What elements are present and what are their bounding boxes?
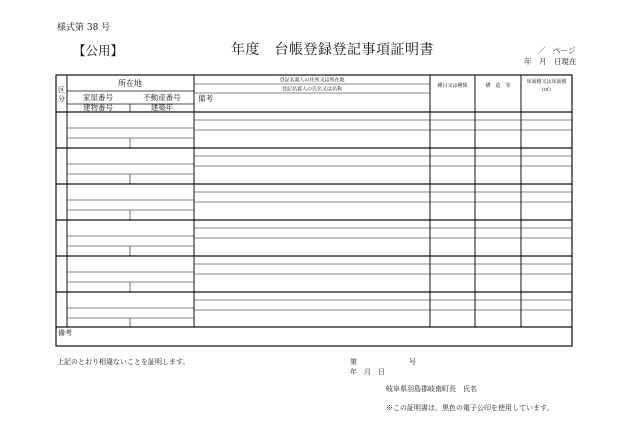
header-real-estate-number: 不動産番号 <box>143 93 181 102</box>
header-type: 種目又は種類 <box>437 83 468 89</box>
number-suffix: 号 <box>409 358 416 366</box>
header-building-year: 建築年 <box>150 103 174 112</box>
header-house-number: 家屋番号 <box>83 93 113 102</box>
certificate-number-line <box>350 357 416 367</box>
page-marker: ／ ページ <box>538 46 576 55</box>
record-block-6 <box>67 300 572 327</box>
table-frame <box>56 75 572 346</box>
seal-note: ※この証明書は，黒色の電子公印を使用しています。 <box>386 404 554 412</box>
record-block-2 <box>56 156 572 184</box>
header-location: 所在地 <box>118 79 142 88</box>
issuer-name: 岐阜県羽島郡岐南町長 氏名 <box>386 385 477 393</box>
document-title: 年度 台帳登録登記事項証明書 <box>231 42 434 58</box>
issue-date: 年 月 日 <box>350 368 385 376</box>
record-block-4 <box>56 228 572 256</box>
form-number: 様式第 38 号 <box>57 23 111 33</box>
header-owner-name: 登記名義人の氏名又は名称 <box>281 86 343 93</box>
public-use-label: 【公用】 <box>73 43 124 58</box>
number-prefix: 第 <box>350 358 357 366</box>
record-block-1 <box>56 120 572 148</box>
record-block-3 <box>56 192 572 220</box>
header-floor-area: 床面積又は床面積 <box>526 79 567 85</box>
record-block-5 <box>56 264 572 292</box>
header-building-number: 建物番号 <box>83 103 113 112</box>
header-remarks-inline: 備考 <box>198 94 213 103</box>
certification-text: 上記のとおり相違ないことを証明します。 <box>57 358 190 366</box>
header-owner-address: 登記名義人の住所又は所在地 <box>279 77 345 84</box>
as-of-date: 年 月 日現在 <box>524 57 577 66</box>
header-structure: 構 造 等 <box>485 83 511 89</box>
header-floor-area-unit: (㎡) <box>542 87 551 93</box>
remarks-label: 備考 <box>58 329 72 337</box>
header-classification: 区分 <box>58 86 65 103</box>
